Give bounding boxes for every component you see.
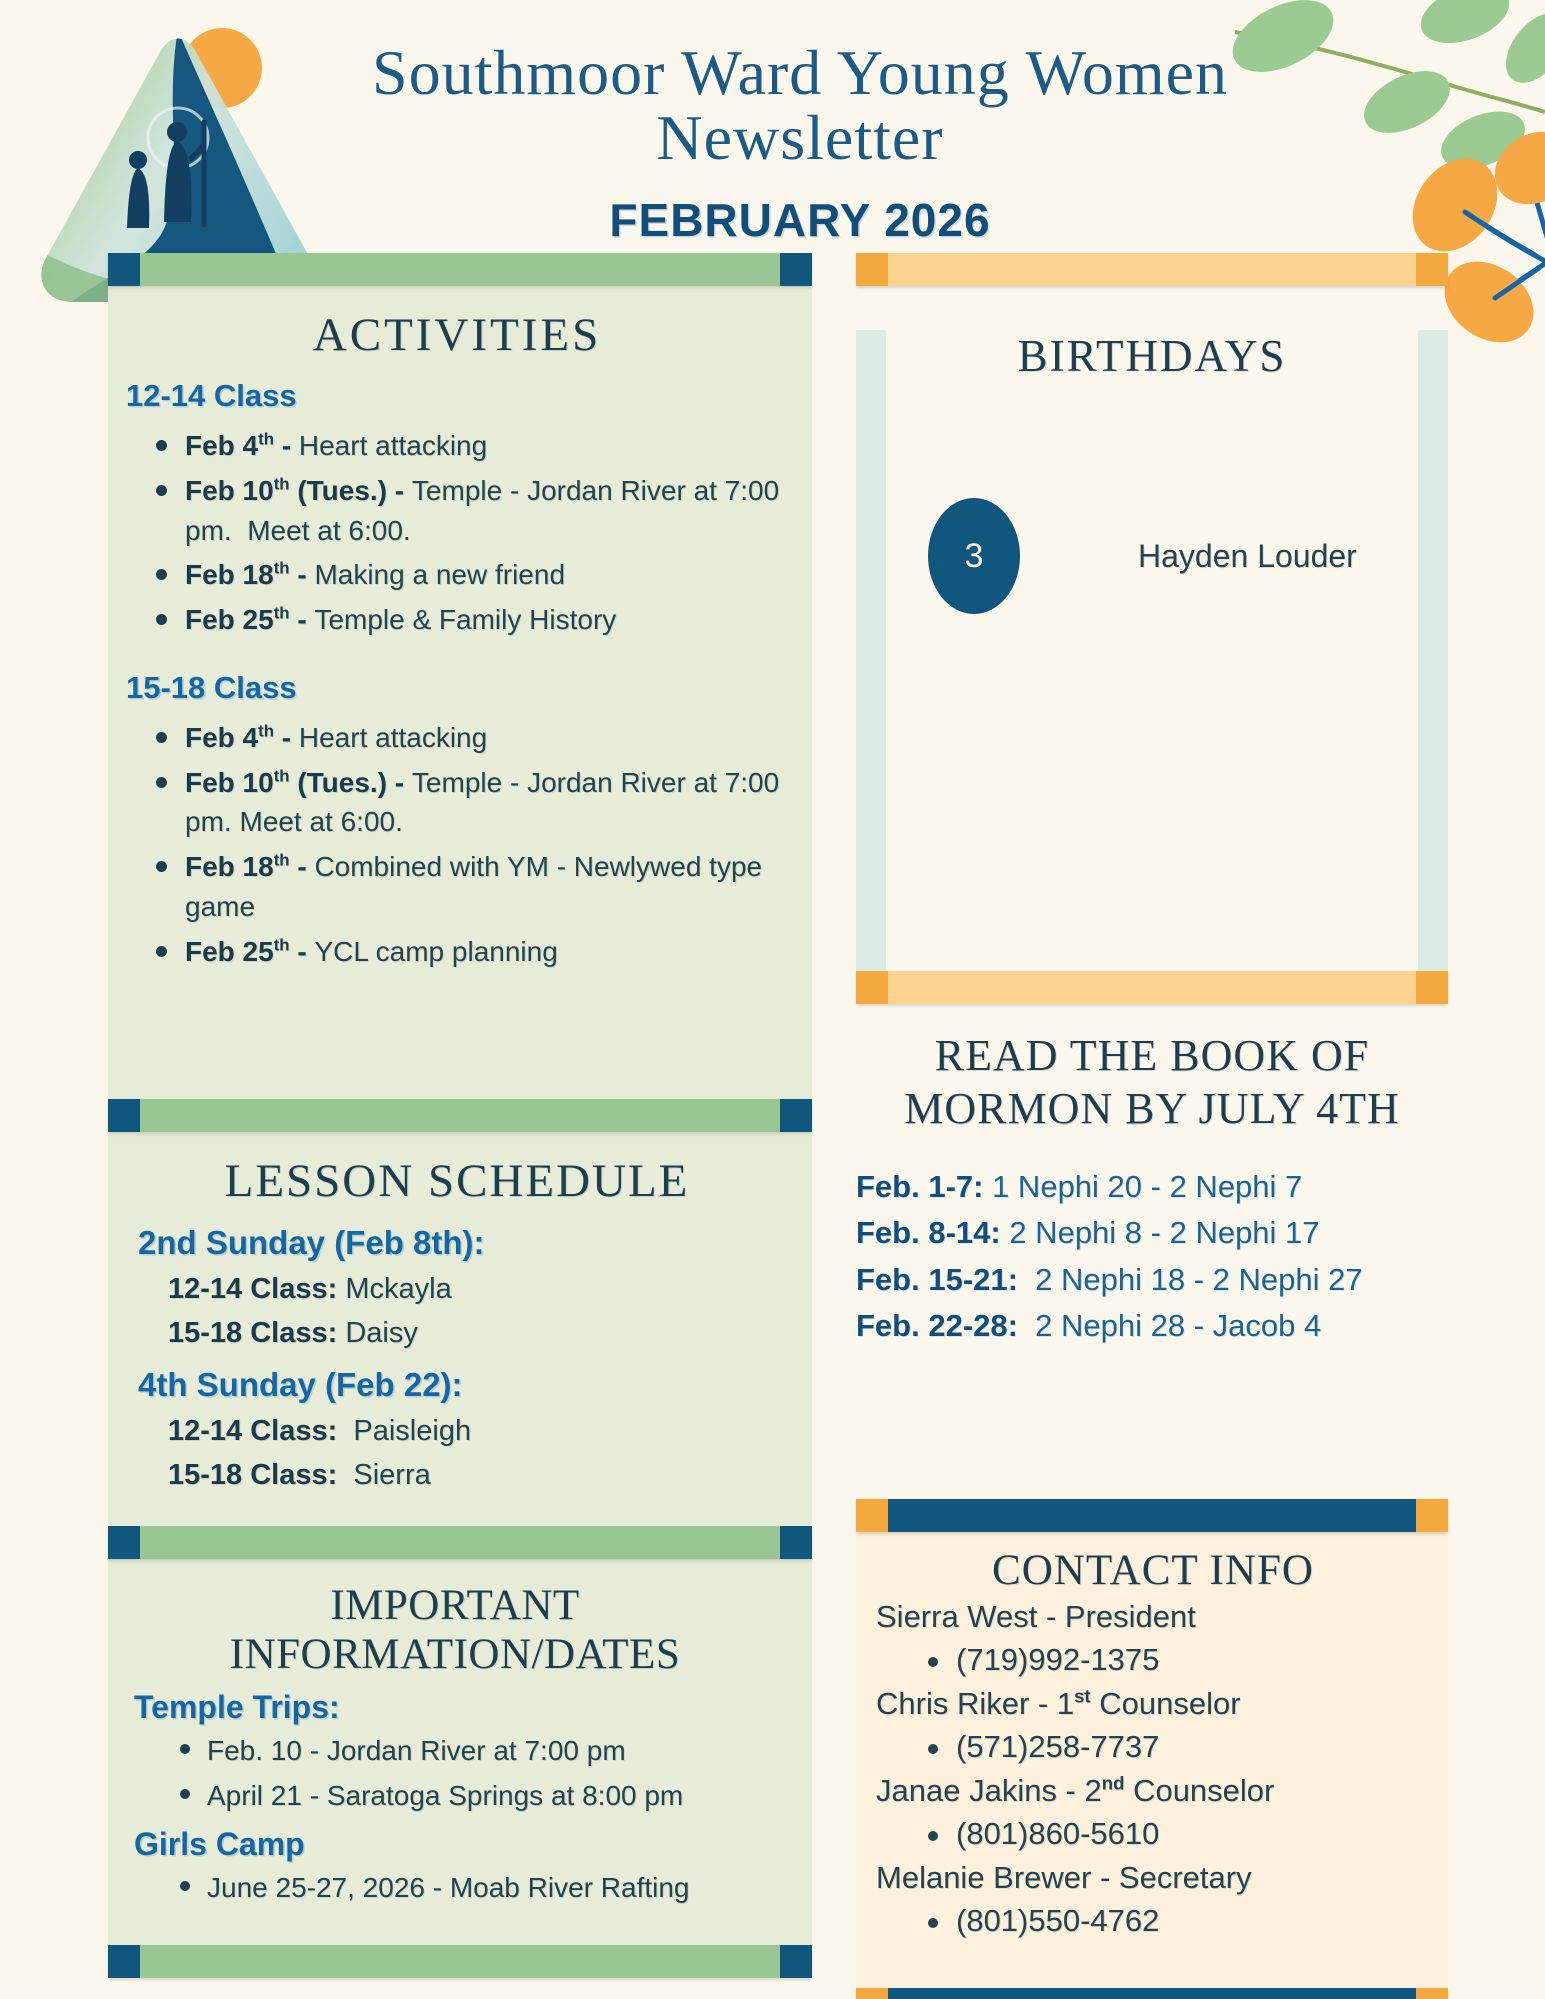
important-info-group: [118, 1826, 792, 1908]
important-info-groups: [118, 1689, 792, 1907]
contact-entry: [876, 1686, 1430, 1765]
contact-phone: (719)992-1375: [956, 1642, 1160, 1677]
corner-square: [856, 1988, 888, 1999]
info-bullet-list: [118, 1731, 792, 1816]
activities-section: [108, 286, 812, 1099]
contact-phone: (801)550-4762: [956, 1903, 1160, 1938]
page-title-line2: Newsletter: [656, 102, 944, 174]
birthdays-section: [856, 253, 1448, 1004]
important-info-group: [118, 1689, 792, 1816]
contact-info-heading: CONTACT INFO: [992, 1547, 1314, 1594]
corner-square: [108, 1945, 140, 1978]
activity-item: [126, 600, 788, 640]
bullet-dot-icon: [928, 1744, 938, 1754]
reading-heading-line1: READ THE BOOK OF: [934, 1031, 1370, 1080]
birthday-entry: [928, 498, 1418, 614]
contact-entry: [876, 1773, 1430, 1852]
activity-item: [126, 426, 788, 466]
corner-square: [856, 253, 888, 286]
contact-name: Sierra West - President: [876, 1599, 1196, 1634]
bullet-dot-icon: [156, 777, 167, 788]
corner-square: [780, 1945, 812, 1978]
corner-square: [108, 253, 140, 286]
birthday-name: Hayden Louder: [1138, 537, 1357, 574]
reading-plan-item: Feb. 1-7: 1 Nephi 20 - 2 Nephi 7: [856, 1168, 1303, 1204]
contact-phone-row: [928, 1903, 1430, 1939]
lesson-row: 12-14 Class: Paisleigh: [168, 1415, 472, 1447]
contact-info-section: [856, 1499, 1448, 1999]
contact-name: Janae Jakins - 2nd Counselor: [876, 1772, 1275, 1808]
section-divider-bar: [108, 1526, 812, 1559]
activities-groups: [126, 378, 788, 971]
bullet-dot-icon: [180, 1881, 190, 1891]
contact-info-body: [856, 1532, 1448, 1988]
activity-item: [126, 932, 788, 972]
activity-item-text: Feb 10th (Tues.) - Temple - Jordan River at 7:00 pm. Meet at 6:00.: [185, 766, 787, 838]
info-bullet-text: June 25-27, 2026 - Moab River Rafting: [207, 1871, 690, 1903]
lesson-schedule-section: [108, 1132, 812, 1526]
activity-item-text: Feb 4th - Heart attacking: [185, 721, 488, 753]
contact-entry: [876, 1860, 1430, 1939]
contact-phone: (571)258-7737: [956, 1729, 1160, 1764]
info-bullet-item: [118, 1776, 792, 1816]
bullet-dot-icon: [928, 1918, 938, 1928]
activity-item-text: Feb 25th - Temple & Family History: [185, 603, 617, 635]
reading-plan-items: [856, 1164, 1448, 1350]
lesson-sundays: [126, 1224, 788, 1492]
activity-item: [126, 555, 788, 595]
right-column: [856, 253, 1448, 1999]
section-divider-bar: [856, 1499, 1448, 1532]
activity-item-text: Feb 25th - YCL camp planning: [185, 935, 558, 967]
bullet-dot-icon: [928, 1657, 938, 1667]
lesson-row: 12-14 Class: Mckayla: [168, 1273, 452, 1305]
section-divider-bar: [856, 971, 1448, 1004]
bullet-dot-icon: [928, 1831, 938, 1841]
bullet-dot-icon: [156, 485, 167, 496]
activity-item: [126, 718, 788, 758]
bullet-dot-icon: [180, 1789, 190, 1799]
corner-square: [1416, 1988, 1448, 1999]
bullet-dot-icon: [156, 946, 167, 957]
activity-item-text: Feb 10th (Tues.) - Temple - Jordan River at 7:00 pm. Meet at 6:00.: [185, 474, 787, 546]
activity-bullet-list: [126, 718, 788, 972]
lesson-sunday-group: [126, 1366, 788, 1492]
bullet-dot-icon: [156, 440, 167, 451]
section-divider-bar: [856, 1988, 1448, 1999]
reading-plan-section: [856, 1004, 1448, 1477]
page-title-line1: Southmoor Ward Young Women: [371, 37, 1229, 108]
contact-entries: [876, 1599, 1430, 1939]
corner-square: [1416, 971, 1448, 1004]
corner-square: [1416, 253, 1448, 286]
contact-entry: [876, 1599, 1430, 1678]
section-divider-bar: [108, 1099, 812, 1132]
bullet-dot-icon: [180, 1744, 190, 1754]
lesson-rows: [126, 1273, 788, 1350]
bullet-dot-icon: [156, 732, 167, 743]
reading-heading-line2: MORMON BY JULY 4TH: [904, 1083, 1400, 1133]
activity-item: [126, 847, 788, 927]
info-bullet-text: April 21 - Saratoga Springs at 8:00 pm: [207, 1779, 684, 1811]
activity-class-group: [126, 378, 788, 640]
lesson-sunday-group: [126, 1224, 788, 1350]
info-bullet-item: [118, 1868, 792, 1908]
birthdays-heading: BIRTHDAYS: [1017, 331, 1287, 381]
bullet-dot-icon: [156, 861, 167, 872]
lesson-rows: [126, 1415, 788, 1492]
reading-plan-heading: [856, 1030, 1448, 1136]
contact-phone-row: [928, 1729, 1430, 1765]
activity-bullet-list: [126, 426, 788, 640]
corner-square: [108, 1099, 140, 1132]
corner-square: [780, 1099, 812, 1132]
contact-name: Melanie Brewer - Secretary: [876, 1860, 1252, 1895]
activity-item-text: Feb 18th - Combined with YM - Newlywed type game: [185, 850, 770, 922]
birthday-entries: [886, 498, 1418, 614]
birthdays-body: [856, 330, 1448, 971]
info-bullet-item: [118, 1731, 792, 1771]
lesson-row: 15-18 Class: Sierra: [168, 1459, 431, 1491]
info-bullet-list: [118, 1868, 792, 1908]
info-group-title: Temple Trips:: [134, 1689, 340, 1725]
corner-square: [1416, 1499, 1448, 1532]
contact-phone: (801)860-5610: [956, 1816, 1160, 1851]
activity-item: [126, 763, 788, 843]
contact-phone-row: [928, 1642, 1430, 1678]
activity-item: [126, 471, 788, 551]
section-divider-bar: [856, 253, 1448, 286]
important-info-section: [108, 1559, 812, 1945]
contact-phone-row: [928, 1816, 1430, 1852]
info-group-title: Girls Camp: [134, 1825, 305, 1862]
lesson-schedule-heading: LESSON SCHEDULE: [224, 1155, 690, 1207]
sunday-title: 2nd Sunday (Feb 8th):: [138, 1224, 485, 1261]
section-divider-bar: [108, 1945, 812, 1978]
corner-square: [780, 253, 812, 286]
activity-class-group: [126, 670, 788, 972]
class-label: 15-18 Class: [126, 669, 297, 705]
corner-square: [856, 971, 888, 1004]
activities-heading: ACTIVITIES: [312, 309, 602, 361]
activity-item-text: Feb 4th - Heart attacking: [185, 429, 488, 461]
class-label: 12-14 Class: [126, 378, 297, 413]
info-bullet-text: Feb. 10 - Jordan River at 7:00 pm: [207, 1735, 626, 1766]
bullet-dot-icon: [156, 614, 167, 625]
reading-plan-item: Feb. 15-21: 2 Nephi 18 - 2 Nephi 27: [856, 1261, 1363, 1297]
section-divider-bar: [108, 253, 812, 286]
issue-month: FEBRUARY 2026: [609, 193, 991, 246]
important-info-heading: IMPORTANT INFORMATION/DATES: [229, 1582, 681, 1678]
reading-plan-item: Feb. 8-14: 2 Nephi 8 - 2 Nephi 17: [856, 1215, 1320, 1251]
corner-square: [108, 1526, 140, 1559]
reading-plan-item: Feb. 22-28: 2 Nephi 28 - Jacob 4: [856, 1308, 1322, 1344]
sunday-title: 4th Sunday (Feb 22):: [138, 1366, 463, 1403]
bullet-dot-icon: [156, 569, 167, 580]
contact-name: Chris Riker - 1st Counselor: [876, 1685, 1241, 1721]
corner-square: [856, 1499, 888, 1532]
lesson-row: 15-18 Class: Daisy: [168, 1317, 418, 1349]
activity-item-text: Feb 18th - Making a new friend: [185, 558, 566, 591]
corner-square: [780, 1526, 812, 1559]
left-column: [108, 253, 812, 1978]
birthday-day-badge: 3: [928, 498, 1020, 614]
